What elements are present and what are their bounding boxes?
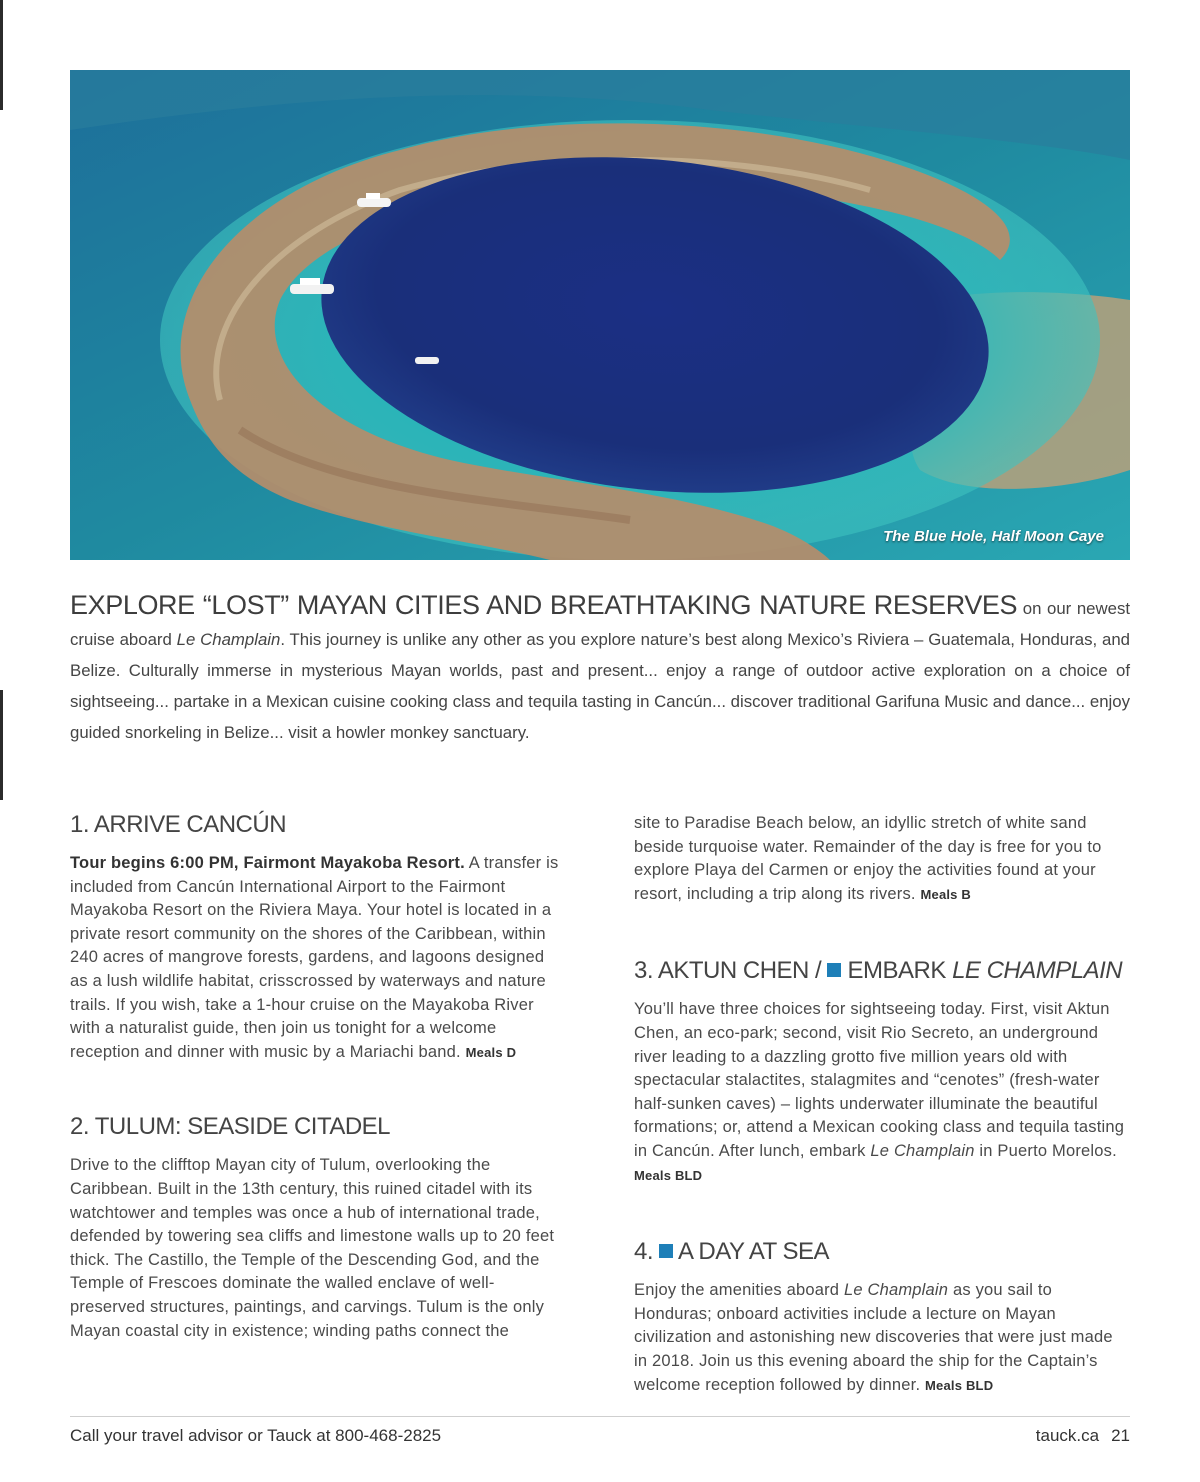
hero-photo [70,70,1130,560]
itinerary-left-column [70,810,564,1343]
footer-website: tauck.ca [1035,1426,1100,1445]
day-4-meals: Meals BLD [925,1377,994,1393]
intro-text-a: on our newest cruise aboard [70,599,1131,649]
day-3-title-ship: LE CHAMPLAIN [952,957,1123,985]
day-4-title [634,1237,1128,1267]
day-4-text [634,1279,1128,1397]
day-4-title-b: A DAY AT SEA [673,1238,830,1266]
day-1-text [70,852,564,1064]
blue-hole-illustration [70,70,1130,560]
page-number: 21 [1111,1426,1130,1445]
day-2-text: Drive to the clifftop Mayan city of Tulum, overlooking the Caribbean. Built in the 13th century, this ruined citadel with its watchtower and temples was once a hub of international trade, defended by towering sea cliffs and limestone walls up to 20 feet thick. The Castillo, the Temple of the Descending God, and the Temple of Frescoes dominate the walled enclave of well-preserved structures, paintings, and carvings. Tulum is the only Mayan coastal city in existence; winding paths connect the [70,1156,555,1340]
day-1-meals: Meals D [465,1044,517,1060]
day-4-title-a: 4. [634,1238,660,1266]
day-4-ship-name: Le Champlain [843,1281,949,1300]
page-edge-mark-top [0,0,3,110]
day-3-meals: Meals BLD [634,1167,703,1183]
day-3-text-b: in Puerto Morelos. [974,1141,1117,1160]
cruise-square-icon [827,963,841,977]
day-2-section [70,1112,564,1343]
day-1-section [70,810,564,1064]
footer-divider [70,1416,1130,1417]
page-edge-mark-bottom [0,690,3,800]
intro-paragraph [70,590,1130,748]
cruise-square-icon [659,1244,673,1258]
intro-headline: EXPLORE “LOST” MAYAN CITIES AND BREATHTAKING NATURE RESERVES [70,590,1018,620]
day-3-ship-name: Le Champlain [870,1141,975,1160]
day-4-text-b: as you sail to Honduras; onboard activities include a lecture on Mayan civilization and astonishing new discoveries that were just made in 2018. Join us this evening aboard the ship for the Captain’s welcome reception followed by dinner. [634,1281,1113,1394]
day-1-title: 1. ARRIVE CANCÚN [70,811,287,838]
day-2-continued-text: site to Paradise Beach below, an idyllic stretch of white sand beside turquoise water. Remainder of the day is free for you to explore Playa del Carmen or enjoy the activities found at your resort, including a trip along its rivers. [634,814,1102,903]
footer-right [1036,1426,1130,1446]
footer-call-text: Call your travel advisor or Tauck at 800-468-2825 [70,1426,442,1445]
day-3-text [634,998,1128,1187]
itinerary-right-column [634,812,1128,1397]
day-3-title-a: 3. AKTUN CHEN / [634,957,828,985]
day-3-title [634,956,1128,986]
photo-caption: The Blue Hole, Half Moon Caye [883,528,1104,545]
day-2-continued [634,812,1128,906]
day-2-meals: Meals B [920,886,972,902]
day-4-text-a: Enjoy the amenities aboard [634,1281,844,1300]
day-2-title: 2. TULUM: SEASIDE CITADEL [70,1113,391,1141]
day-1-lead: Tour begins 6:00 PM, Fairmont Mayakoba Resort. [70,854,465,872]
day-3-section [634,956,1128,1187]
day-3-title-b: EMBARK [841,957,953,985]
day-4-section [634,1237,1128,1397]
intro-text-b: . This journey is unlike any other as you explore nature’s best along Mexico’s Riviera – Guatemala, Honduras, and Belize. Culturally immerse in mysterious Mayan worlds, past and present... enjoy a range of outdoor active exploration on a choice of sightseeing... partake in a Mexican cuisine cooking class and tequila tasting in Cancún... discover traditional Garifuna Music and dance... enjoy guided snorkeling in Belize... visit a howler monkey sanctuary. [70,630,1130,742]
boat-3 [415,357,439,364]
day-3-text-a: You’ll have three choices for sightseeing today. First, visit Aktun Chen, an eco-park; second, visit Rio Secreto, an underground river leading to a dazzling grotto five million years old with spectacular stalactites, stalagmites and “cenotes” (fresh-water half-sunken caves) – lights underwater illuminate the beautiful formations; or, attend a Mexican cooking class and tequila tasting in Cancún. After lunch, embark [634,1000,1125,1160]
intro-ship-name: Le Champlain [176,630,281,649]
day-1-body: A transfer is included from Cancún International Airport to the Fairmont Mayakoba Resort on the Riviera Maya. Your hotel is located in a private resort community on the shores of the Caribbean, within 240 acres of mangrove forests, gardens, and lagoons designed as a lush wildlife habitat, crisscrossed by waterways and nature trails. If you wish, take a 1-hour cruise on the Mayakoba River with a naturalist guide, then join us tonight for a welcome reception and dinner with music by a Mariachi band. [70,854,559,1061]
